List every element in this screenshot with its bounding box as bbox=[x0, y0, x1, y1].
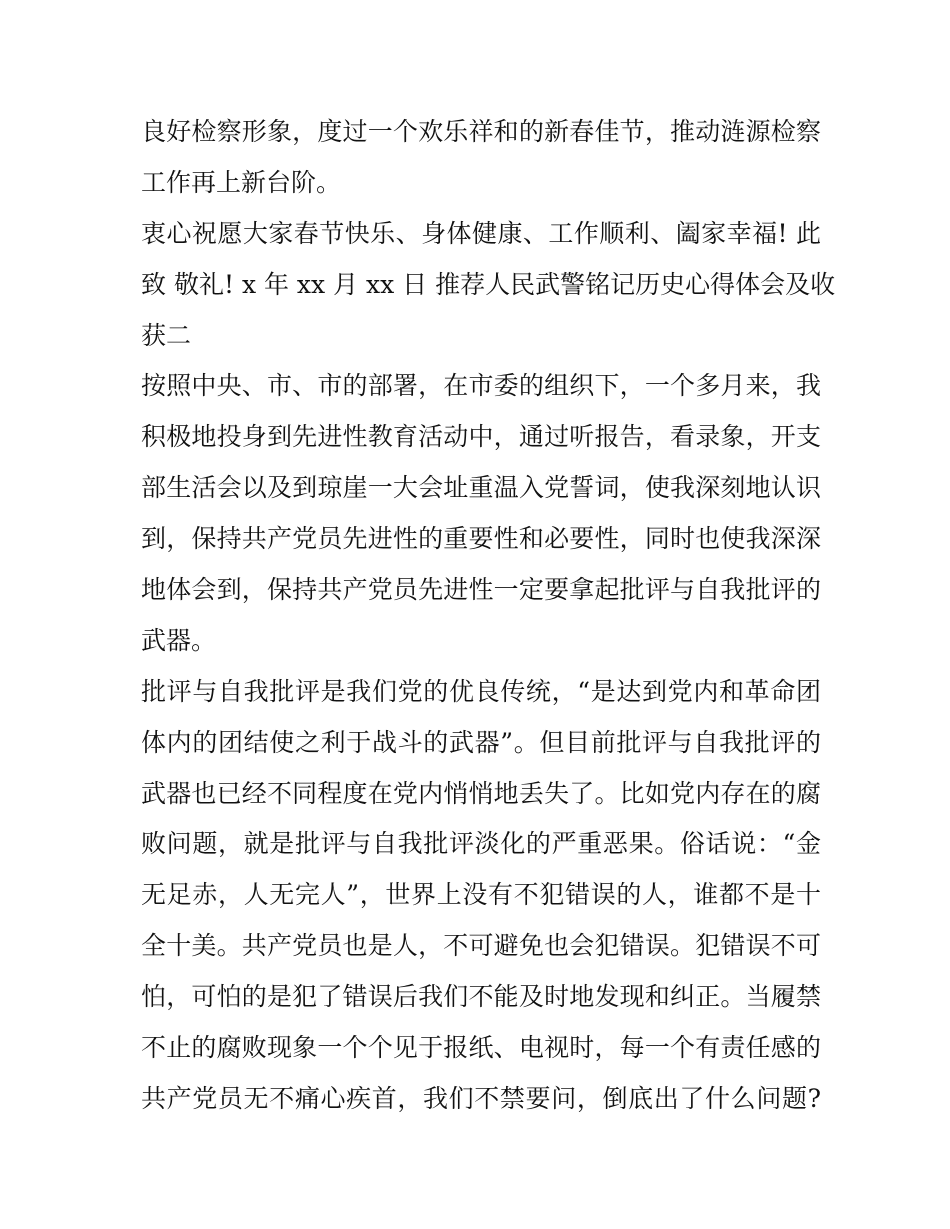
text-line: 地体会到，保持共产党员先进性一定要拿起批评与自我批评的 bbox=[141, 575, 821, 605]
text-line: 批评与自我批评是我们党的优良传统，“是达到党内和革命团 bbox=[141, 676, 821, 706]
text-line: 按照中央、市、市的部署，在市委的组织下，一个多月来，我 bbox=[141, 371, 821, 401]
text-line: 无足赤，人无完人”，世界上没有不犯错误的人，谁都不是十 bbox=[141, 880, 821, 910]
text-line: 工作再上新台阶。 bbox=[141, 167, 342, 197]
text-line: 体内的团结使之利于战斗的武器”。但目前批评与自我批评的 bbox=[141, 727, 821, 757]
text-line: 衷心祝愿大家春节快乐、身体健康、工作顺利、阖家幸福! 此 bbox=[141, 218, 821, 248]
text-line: 到，保持共产党员先进性的重要性和必要性，同时也使我深深 bbox=[141, 524, 821, 554]
text-line: 共产党员无不痛心疾首，我们不禁要问，倒底出了什么问题? bbox=[141, 1083, 821, 1113]
text-line: 部生活会以及到琼崖一大会址重温入党誓词，使我深刻地认识 bbox=[141, 473, 821, 503]
text-line: 怕，可怕的是犯了错误后我们不能及时地发现和纠正。当履禁 bbox=[141, 982, 821, 1012]
text-line: 武器。 bbox=[141, 625, 217, 655]
text-line: 武器也已经不同程度在党内悄悄地丢失了。比如党内存在的腐 bbox=[141, 778, 821, 808]
text-line: 致 敬礼! x 年 xx 月 xx 日 推荐人民武警铭记历史心得体会及收 bbox=[141, 269, 836, 299]
text-line: 积极地投身到先进性教育活动中，通过听报告，看录象，开支 bbox=[141, 422, 821, 452]
text-line: 获二 bbox=[141, 320, 192, 350]
text-line: 不止的腐败现象一个个见于报纸、电视时，每一个有责任感的 bbox=[141, 1033, 821, 1063]
text-line: 全十美。共产党员也是人，不可避免也会犯错误。犯错误不可 bbox=[141, 931, 821, 961]
body-text bbox=[141, 107, 836, 1125]
text-line: 良好检察形象，度过一个欢乐祥和的新春佳节，推动涟源检察 bbox=[141, 117, 821, 146]
text-line: 败问题，就是批评与自我批评淡化的严重恶果。俗话说：“金 bbox=[141, 829, 821, 859]
